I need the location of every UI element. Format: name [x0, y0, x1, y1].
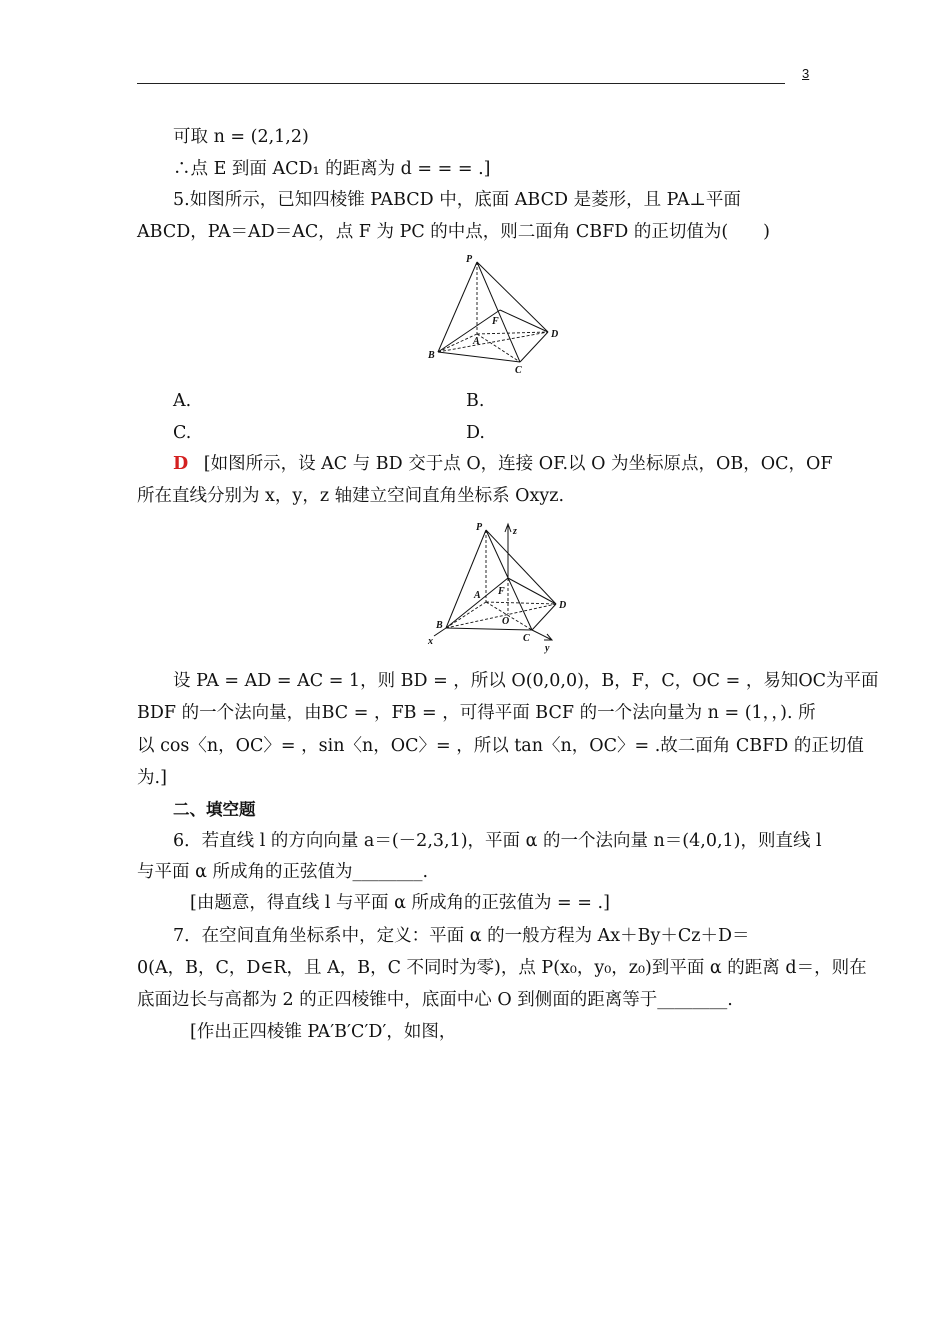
header-rule: [137, 83, 785, 84]
edge-bc: [446, 628, 532, 630]
section-heading: 二、填空题: [173, 801, 256, 819]
option-b: B.: [466, 391, 485, 411]
pyramid-figure-2: [424, 518, 574, 654]
text-line: ∴点 E 到面 ACD₁ 的距离为 d = = = .]: [173, 159, 491, 179]
axis-y: [532, 630, 552, 640]
label-y: y: [545, 643, 550, 654]
label-p: P: [466, 254, 473, 265]
answer-line-2: 所在直线分别为 x，y，z 轴建立空间直角坐标系 Oxyz.: [137, 486, 565, 506]
label-f: F: [492, 316, 499, 327]
question-6-line-2: 与平面 α 所成角的正弦值为________.: [137, 862, 429, 882]
label-a: A: [474, 590, 481, 601]
question-6-line-1: 6．若直线 l 的方向向量 a＝(－2,3,1)，平面 α 的一个法向量 n＝(4,0,1)，则直线 l: [173, 831, 822, 851]
diagonal-bd: [446, 604, 556, 628]
label-b: B: [428, 350, 435, 361]
label-f: F: [498, 586, 505, 597]
option-c: C.: [173, 423, 192, 443]
option-a: A.: [173, 391, 192, 411]
segment-fd: [500, 310, 548, 332]
edge-ba: [438, 334, 477, 352]
edge-pd: [486, 530, 556, 604]
edge-pd: [477, 262, 548, 332]
question-7-line-1: 7．在空间直角坐标系中，定义：平面 α 的一般方程为 Ax＋By＋Cz＋D＝: [173, 926, 750, 946]
solution-line-1: 设 PA = AD = AC = 1，则 BD = ，所以 O(0,0,0)，B，F，C，OC = ，易知OC为平面: [173, 671, 879, 691]
question-5-line-1: 5.如图所示，已知四棱锥 PABCD 中，底面 ABCD 是菱形，且 PA⊥平面: [173, 190, 741, 210]
solution-line-3: 以 cos〈n，OC〉= ，sin〈n，OC〉= ，所以 tan〈n，OC〉= .故二面角 CBFD 的正切值: [137, 736, 864, 756]
label-o: O: [502, 616, 510, 627]
pyramid-figure-1: [420, 252, 570, 374]
label-d: D: [551, 329, 559, 340]
answer-letter: D: [173, 454, 189, 474]
solution-line-4: 为.]: [137, 768, 167, 788]
edge-pc: [486, 530, 532, 630]
label-p: P: [476, 522, 483, 533]
solution-line-2: BDF 的一个法向量，由BC = ，FB = ，可得平面 BCF 的一个法向量为 n = (1，，). 所: [137, 703, 816, 723]
label-x: x: [428, 636, 433, 647]
question-7-line-3: 底面边长与高都为 2 的正四棱锥中，底面中心 O 到侧面的距离等于________.: [137, 990, 733, 1010]
edge-pc: [477, 262, 520, 362]
page-number: 3: [802, 66, 810, 81]
edge-cd: [532, 604, 556, 630]
label-a: A: [473, 336, 480, 347]
option-d: D.: [466, 423, 485, 443]
edge-ad: [486, 602, 556, 604]
answer-line-1: [173, 453, 853, 475]
edge-ba: [446, 602, 486, 628]
question-6-answer: [由题意，得直线 l 与平面 α 所成角的正弦值为 = = .]: [190, 893, 610, 913]
question-7-answer: [作出正四棱锥 PA′B′C′D′，如图，: [190, 1022, 457, 1042]
label-d: D: [559, 600, 567, 611]
answer-text: [如图所示，设 AC 与 BD 交于点 O，连接 OF.以 O 为坐标原点，OB，OC，OF: [203, 454, 833, 474]
question-5-line-2: ABCD，PA＝AD＝AC，点 F 为 PC 的中点，则二面角 CBFD 的正切值为( ): [137, 222, 771, 242]
edge-pb: [446, 530, 486, 628]
label-c: C: [523, 633, 530, 644]
label-b: B: [436, 620, 443, 631]
label-c: C: [515, 365, 522, 374]
label-z: z: [513, 526, 517, 537]
text-line: 可取 n = (2,1,2): [173, 127, 309, 147]
question-7-line-2: 0(A，B，C，D∈R，且 A，B，C 不同时为零)，点 P(x₀，y₀，z₀)到平面 α 的距离 d＝，则在: [137, 958, 867, 978]
segment-fd: [508, 578, 556, 604]
